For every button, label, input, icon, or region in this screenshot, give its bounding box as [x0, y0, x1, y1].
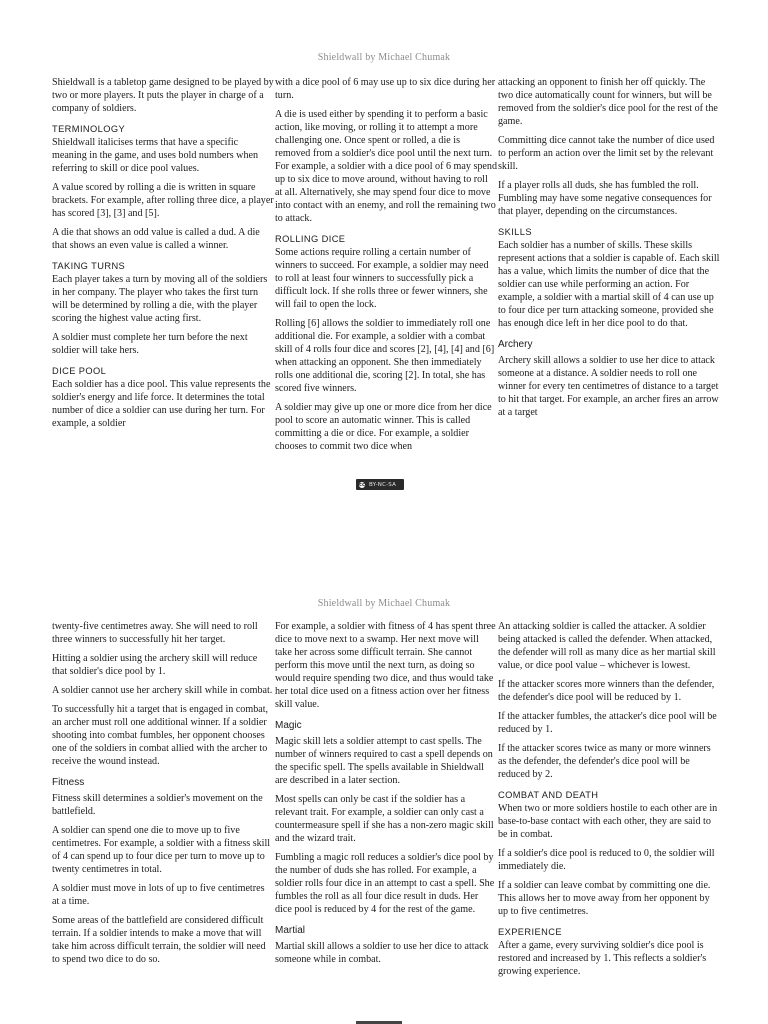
paragraph: Most spells can only be cast if the soldier has a relevant trait. For example, a soldier can only cast a countermeasure spell if she has a non-zero magic skill and the wizard trait. [275, 794, 494, 844]
paragraph: For example, a soldier with fitness of 4 has spent three dice to move next to a swamp. Her next move will take her across some difficult terrain. She cannot perform this move until the next turn, as doing so would require spending two dice, and thus would take her total dice used on a fitness action over her fitness skill value. [275, 621, 496, 710]
paragraph: A soldier must move in lots of up to five centimetres at a time. [52, 883, 265, 907]
paragraph: If a soldier's dice pool is reduced to 0, the soldier will immediately die. [498, 848, 715, 872]
section-heading-taking-turns: TAKING TURNS [52, 261, 126, 271]
paragraph: If a player rolls all duds, she has fumbled the roll. Fumbling may have some negative consequences for that player, depending on the circumstances. [498, 180, 712, 217]
license-text: BY-NC-SA [369, 481, 397, 488]
paragraph: A soldier must complete her turn before the next soldier will take hers. [52, 332, 248, 356]
paragraph: After a game, every surviving soldier's dice pool is restored and increased by 1. This reflects a soldier's growing experience. [498, 940, 707, 977]
column-2 [275, 620, 497, 972]
paragraph: Archery skill allows a soldier to use her dice to attack someone at a distance. A soldier needs to roll one winner for every ten centimetres of distance to a target to hit that target. For example, an archer fires an arrow at a target [498, 355, 719, 418]
column-2 [275, 76, 497, 459]
paragraph: attacking an opponent to finish her off quickly. The two dice automatically count for winners, but will be removed from the soldier's dice pool for the rest of the game. [498, 77, 718, 127]
paragraph: Fitness skill determines a soldier's movement on the battlefield. [52, 793, 263, 817]
section-heading-dice-pool: DICE POOL [52, 366, 107, 376]
page-2 [0, 545, 768, 1024]
paragraph: Each soldier has a number of skills. These skills represent actions that a soldier is capable of. Each skill has a value, which limits the number of dice that the soldier can use while performing an action. For example, a soldier with a martial skill of 4 can use up to four dice per turn attacking someone, provided she has enough dice left in her dice pool to do that. [498, 240, 720, 329]
paragraph: An attacking soldier is called the attacker. A soldier being attacked is called the defender. When attacked, the defender will roll as many dice as her martial skill value, or dice pool value – whichever is lowest. [498, 621, 716, 671]
paragraph: A soldier can spend one die to move up to five centimetres. For example, a soldier with a fitness skill of 4 can spend up to four dice per turn to move up to twenty centimetres in total. [52, 825, 271, 875]
column-1 [52, 76, 274, 436]
paragraph: Committing dice cannot take the number of dice used to perform an action over the limit set by the relevant skill. [498, 135, 715, 172]
subsection-heading-fitness: Fitness [52, 777, 85, 788]
paragraph: A die is used either by spending it to perform a basic action, like moving, or rolling it to attempt a more challenging one. Once spent or rolled, a die is removed from a soldier's dice pool until the next turn. For example, a soldier with a dice pool of 6 may spend up to six dice to move around, without having to roll at all. Alternatively, she may spend four dice to move into contact with an enemy, and roll the remaining two to attack. [275, 109, 498, 224]
running-head: Shieldwall by Michael Chumak [317, 598, 451, 609]
paragraph: Some actions require rolling a certain number of winners to succeed. For example, a soldier may need to roll at least four winners to successfully pick a difficult lock. If she rolls three or fewer winners, she will fail to open the lock. [275, 247, 489, 310]
subsection-heading-archery: Archery [498, 339, 533, 350]
paragraph: When two or more soldiers hostile to each other are in base-to-base contact with each other, they are said to be in combat. [498, 803, 718, 840]
paragraph: A value scored by rolling a die is written in square brackets. For example, after rolling three dice, a player has scored [3], [3] and [5]. [52, 182, 274, 219]
paragraph: Hitting a soldier using the archery skill will reduce that soldier's dice pool by 1. [52, 653, 258, 677]
column-1 [52, 620, 274, 972]
paragraph: If a soldier can leave combat by committing one die. This allows her to move away from her opponent by up to five centimetres. [498, 880, 711, 917]
paragraph: with a dice pool of 6 may use up to six dice during her turn. [275, 77, 496, 101]
paragraph: Rolling [6] allows the soldier to immediately roll one additional die. For example, a soldier with a combat skill of 4 rolls four dice and scores [2], [4], [4] and [6] when attacking an opponent. She then immediately rolls one additional die, scoring [2]. In total, she has scored five winners. [275, 318, 495, 394]
license-badge [356, 479, 404, 490]
paragraph: Martial skill allows a soldier to use her dice to attack someone while in combat. [275, 941, 489, 965]
paragraph: Magic skill lets a soldier attempt to cast spells. The number of winners required to cast a spell depends on the specific spell. The spells available in Shieldwall are described in a later section. [275, 736, 493, 786]
paragraph: twenty-five centimetres away. She will need to roll three winners to successfully hit her target. [52, 621, 258, 645]
paragraph: To successfully hit a target that is engaged in combat, an archer must roll one additional winner. If a soldier shooting into combat fumbles, her opponent chooses one of the soldiers in combat allied with the archer to receive the wound instead. [52, 704, 269, 767]
column-3 [498, 76, 720, 425]
section-heading-experience: EXPERIENCE [498, 927, 562, 937]
subsection-heading-martial: Martial [275, 925, 306, 936]
subsection-heading-magic: Magic [275, 720, 302, 731]
paragraph: Shieldwall is a tabletop game designed to be played by two or more players. It puts the player in charge of a company of soldiers. [52, 77, 274, 114]
paragraph: Shieldwall italicises terms that have a specific meaning in the game, and uses bold numbers when referring to skill or dice pool values. [52, 137, 259, 174]
paragraph: Each soldier has a dice pool. This value represents the soldier's energy and life force. It determines the total number of dice a soldier can use during her turn. For example, a soldier [52, 379, 271, 429]
paragraph: If the attacker scores more winners than the defender, the defender's dice pool will be reduced by 1. [498, 679, 715, 703]
paragraph: Fumbling a magic roll reduces a soldier's dice pool by the number of duds she has rolled. For example, a soldier rolls four dice in an attempt to cast a spell. She fumbles the roll as all four dice result in duds. Her dice pool is reduced by 4 for the rest of the game. [275, 852, 495, 915]
section-heading-skills: SKILLS [498, 227, 532, 237]
column-3 [498, 620, 720, 984]
section-heading-rolling-dice: ROLLING DICE [275, 234, 346, 244]
paragraph: Some areas of the battlefield are considered difficult terrain. If a soldier intends to make a move that will take him across difficult terrain, the soldier will need to spend two dice to do so. [52, 915, 266, 965]
paragraph: Each player takes a turn by moving all of the soldiers in her company. The player who takes the first turn will be determined by rolling a die, with the player scoring the highest value acting first. [52, 274, 268, 324]
section-heading-combat-and-death: COMBAT AND DEATH [498, 790, 599, 800]
running-head: Shieldwall by Michael Chumak [317, 52, 451, 63]
section-heading-terminology: TERMINOLOGY [52, 124, 126, 134]
paragraph: If the attacker fumbles, the attacker's dice pool will be reduced by 1. [498, 711, 717, 735]
cc-icon: cc [359, 481, 365, 488]
paragraph: A die that shows an odd value is called a dud. A die that shows an even value is called a winner. [52, 227, 260, 251]
paragraph: A soldier cannot use her archery skill while in combat. [52, 685, 273, 696]
paragraph: A soldier may give up one or more dice from her dice pool to score an automatic winner. This is called committing a die or dice. For example, a soldier chooses to commit two dice when [275, 402, 492, 452]
paragraph: If the attacker scores twice as many or more winners as the defender, the defender's dice pool will be reduced by 2. [498, 743, 711, 780]
